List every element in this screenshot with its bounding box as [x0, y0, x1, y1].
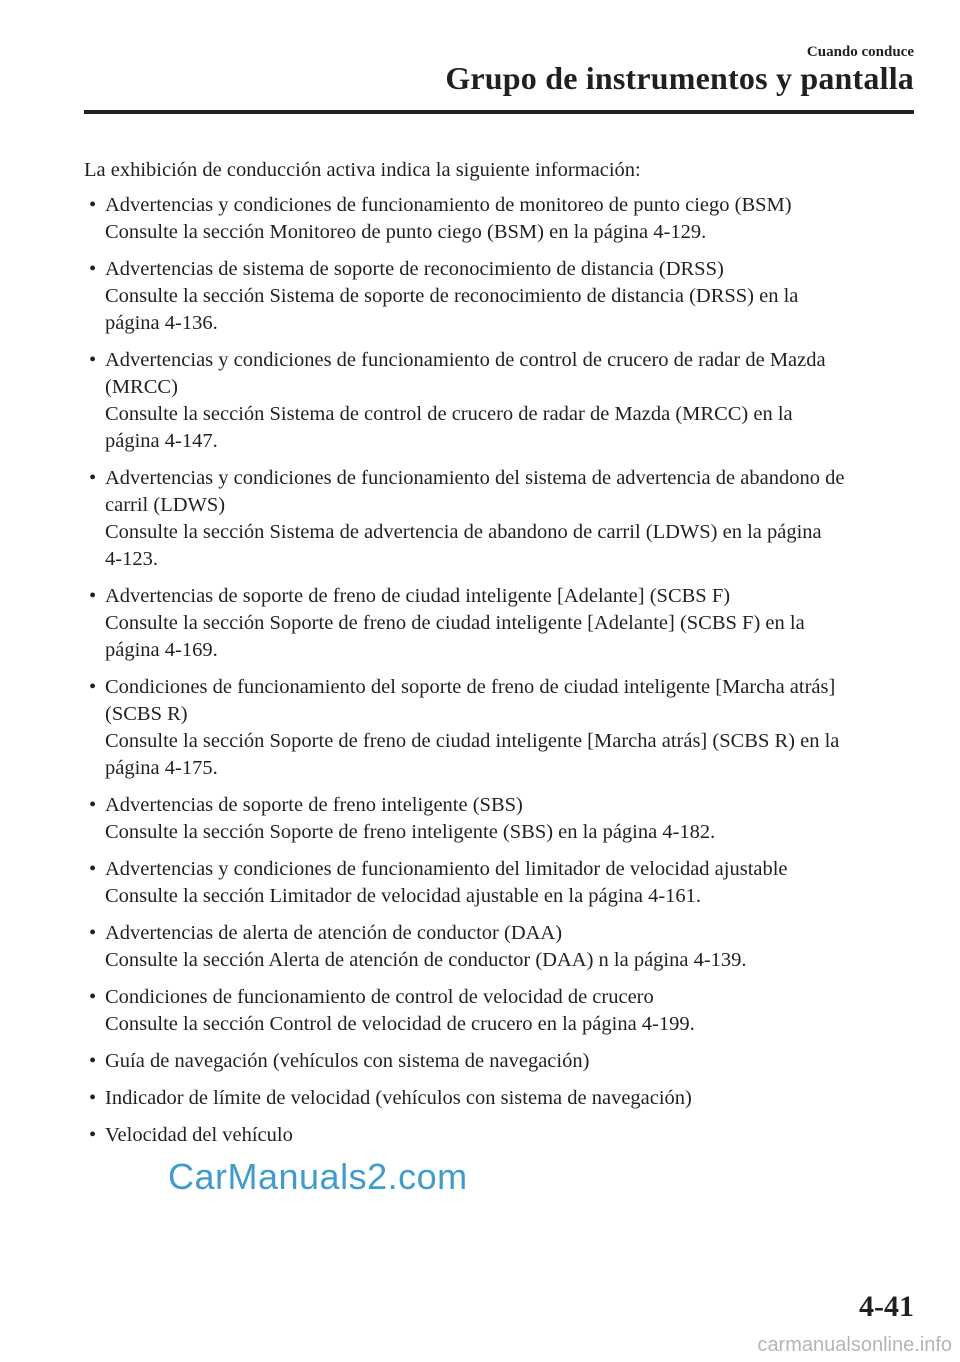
bullet-icon: • [89, 858, 97, 880]
bullet-icon: • [89, 467, 97, 489]
list-item-title: Advertencias y condiciones de funcionamiento de control de crucero de radar de Mazda [105, 349, 826, 371]
list-item-title: Advertencias de alerta de atención de conductor (DAA) [105, 922, 563, 944]
page-number: 4-41 [859, 1290, 914, 1323]
list-item [84, 984, 914, 1038]
bullet-icon: • [89, 986, 97, 1008]
list-item [84, 674, 914, 782]
bullet-icon: • [89, 1050, 97, 1072]
list-item-text: carril (LDWS) [105, 494, 226, 516]
bullet-icon: • [89, 676, 97, 698]
list-item-text: Consulte la sección Alerta de atención de conductor (DAA) n la página 4-139. [105, 949, 747, 971]
list-item-text: Consulte la sección Soporte de freno de ciudad inteligente [Adelante] (SCBS F) en la [105, 612, 805, 634]
list-item-text: (MRCC) [105, 376, 178, 398]
section-label: Cuando conduce [806, 44, 914, 60]
list-item-text: Consulte la sección Monitoreo de punto ciego (BSM) en la página 4-129. [105, 221, 707, 243]
list-item-title: Advertencias de soporte de freno inteligente (SBS) [105, 794, 523, 816]
list-item-text: página 4-147. [105, 430, 218, 452]
list-item-title: Condiciones de funcionamiento del soporte de freno de ciudad inteligente [Marcha atrás] [105, 676, 836, 698]
intro-text: La exhibición de conducción activa indica la siguiente información: [84, 159, 641, 181]
list-item [84, 792, 914, 846]
footer-watermark: carmanualsonline.info [757, 1334, 952, 1356]
list-item-title: Advertencias de soporte de freno de ciudad inteligente [Adelante] (SCBS F) [105, 585, 731, 607]
bullet-icon: • [89, 1087, 97, 1109]
list-item-text: Consulte la sección Soporte de freno inteligente (SBS) en la página 4-182. [105, 821, 716, 843]
list-item [84, 1122, 914, 1149]
bullet-icon: • [89, 585, 97, 607]
bullet-icon: • [89, 349, 97, 371]
list-item [84, 192, 914, 246]
bullet-list [84, 192, 914, 1149]
list-item [84, 256, 914, 337]
list-item [84, 856, 914, 910]
list-item [84, 1085, 914, 1112]
list-item-title: Advertencias y condiciones de funcionamiento de monitoreo de punto ciego (BSM) [105, 194, 792, 216]
list-item-text: página 4-175. [105, 757, 218, 779]
list-item-title: Guía de navegación (vehículos con sistema de navegación) [105, 1050, 590, 1072]
list-item-title: Indicador de límite de velocidad (vehículos con sistema de navegación) [105, 1087, 692, 1109]
list-item-text: (SCBS R) [105, 703, 188, 725]
list-item-title: Advertencias de sistema de soporte de reconocimiento de distancia (DRSS) [105, 258, 724, 280]
header-divider [84, 110, 914, 114]
list-item-title: Condiciones de funcionamiento de control de velocidad de crucero [105, 986, 654, 1008]
bullet-icon: • [89, 258, 97, 280]
list-item-text: 4-123. [105, 548, 158, 570]
list-item-text: página 4-136. [105, 312, 218, 334]
list-item-text: Consulte la sección Sistema de soporte de reconocimiento de distancia (DRSS) en la [105, 285, 799, 307]
bullet-icon: • [89, 1124, 97, 1146]
bullet-icon: • [89, 922, 97, 944]
list-item [84, 583, 914, 664]
watermark-logo: CarManuals2.com [168, 1156, 468, 1197]
list-item-title: Advertencias y condiciones de funcionamiento del sistema de advertencia de abandono de [105, 467, 845, 489]
list-item-text: Consulte la sección Soporte de freno de ciudad inteligente [Marcha atrás] (SCBS R) en la [105, 730, 840, 752]
bullet-icon: • [89, 194, 97, 216]
list-item-title: Velocidad del vehículo [105, 1124, 293, 1146]
list-item [84, 1048, 914, 1075]
list-item-text: Consulte la sección Control de velocidad de crucero en la página 4-199. [105, 1013, 695, 1035]
list-item-title: Advertencias y condiciones de funcionamiento del limitador de velocidad ajustable [105, 858, 788, 880]
bullet-icon: • [89, 794, 97, 816]
list-item-text: Consulte la sección Sistema de control de crucero de radar de Mazda (MRCC) en la [105, 403, 793, 425]
list-item-text: Consulte la sección Sistema de advertencia de abandono de carril (LDWS) en la página [105, 521, 822, 543]
list-item-text: Consulte la sección Limitador de velocidad ajustable en la página 4-161. [105, 885, 702, 907]
list-item-text: página 4-169. [105, 639, 218, 661]
page-title: Grupo de instrumentos y pantalla [445, 60, 914, 96]
list-item [84, 347, 914, 455]
list-item [84, 920, 914, 974]
list-item [84, 465, 914, 573]
main-content [84, 157, 914, 1159]
